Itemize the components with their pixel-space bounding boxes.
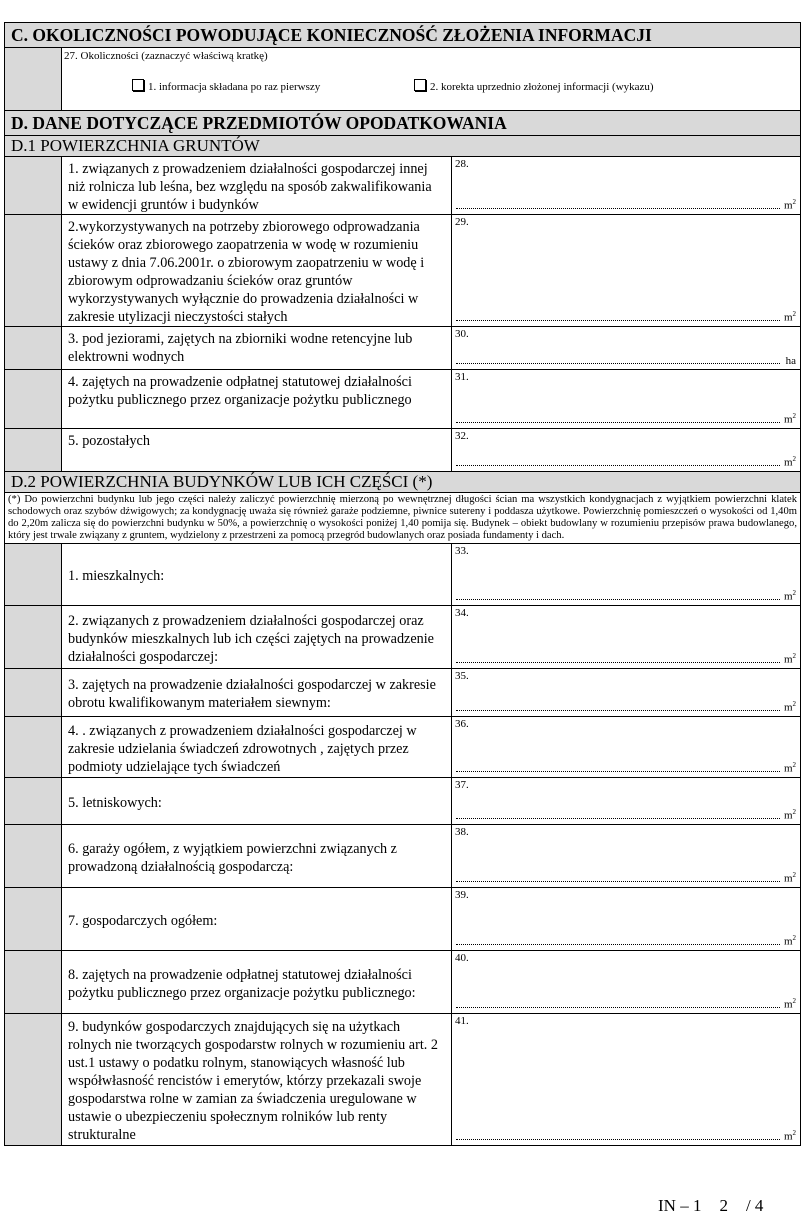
- unit-label: $m^2$: [783, 934, 796, 948]
- field-number: 29.: [455, 216, 469, 228]
- field-39[interactable]: [451, 888, 800, 950]
- d1-row-label: [61, 429, 451, 471]
- unit-label: ha: [785, 355, 796, 367]
- field-27-row: [5, 47, 800, 110]
- field-38[interactable]: [451, 825, 800, 887]
- d2-row-text: 4. . związanych z prowadzeniem działalności gospodarczej w zakresie udzielania świadczeń zdrowotnych , zajętych przez podmioty udzielające tych świadczeń: [68, 722, 417, 775]
- d2-row-text: 5. letniskowych:: [68, 794, 162, 811]
- d1-row: [5, 369, 800, 428]
- page-total: / 4: [745, 1196, 764, 1215]
- d2-row-text: 8. zajętych na prowadzenie odpłatnej statutowej działalności pożytku publicznego przez organizacje pożytku publicznego:: [68, 966, 416, 1001]
- d1-row-label: [61, 157, 451, 214]
- field-number: 36.: [455, 718, 469, 730]
- unit-label: $m^2$: [783, 761, 796, 775]
- section-d-title: D. DANE DOTYCZĄCE PRZEDMIOTÓW OPODATKOWANIA: [5, 110, 800, 135]
- d2-row: [5, 950, 800, 1013]
- field-28[interactable]: [451, 157, 800, 214]
- d1-row-text: 1. związanych z prowadzeniem działalności gospodarczej innej niż rolnicza lub leśna, bez względu na sposób zakwalifikowania w ewidencji gruntów i budynków: [68, 161, 432, 213]
- d1-row-label: [61, 370, 451, 428]
- field-number: 34.: [455, 607, 469, 619]
- field-32[interactable]: [451, 429, 800, 471]
- page-footer: [658, 1196, 763, 1216]
- page-number: 2: [719, 1196, 728, 1215]
- field-number: 40.: [455, 952, 469, 964]
- unit-label: $m^2$: [783, 455, 796, 469]
- d1-rows: [5, 156, 800, 471]
- entry-line[interactable]: [456, 662, 780, 663]
- d2-row: [5, 887, 800, 950]
- d1-row-label: [61, 327, 451, 369]
- field-35[interactable]: [451, 669, 800, 716]
- d1-row: [5, 326, 800, 369]
- field-number: 32.: [455, 430, 469, 442]
- unit-label: $m^2$: [783, 412, 796, 426]
- unit-label: $m^2$: [783, 871, 796, 885]
- entry-line[interactable]: [456, 422, 780, 423]
- d2-rows: [5, 543, 800, 1145]
- entry-line[interactable]: [456, 208, 780, 209]
- unit-label: $m^2$: [783, 198, 796, 212]
- field-31[interactable]: [451, 370, 800, 428]
- entry-line[interactable]: [456, 944, 780, 945]
- d2-row: [5, 605, 800, 668]
- entry-line[interactable]: [456, 771, 780, 772]
- d1-row-text: 5. pozostałych: [68, 433, 150, 449]
- d2-row-label: [61, 825, 451, 887]
- d2-row-label: [61, 544, 451, 605]
- field-33[interactable]: [451, 544, 800, 605]
- checkbox-icon[interactable]: [132, 79, 144, 91]
- d2-row-label: [61, 951, 451, 1013]
- d2-row-text: 3. zajętych na prowadzenie działalności gospodarczej w zakresie obrotu kwalifikowanym materiałem siewnym:: [68, 677, 436, 711]
- d2-row: [5, 543, 800, 605]
- field-number: 28.: [455, 158, 469, 170]
- entry-line[interactable]: [456, 1139, 780, 1140]
- field-29[interactable]: [451, 215, 800, 326]
- field-36[interactable]: [451, 717, 800, 777]
- d1-row-text: 2.wykorzystywanych na potrzeby zbiorowego odprowadzania ścieków oraz zbiorowego zaopatrzenia w wodę w rozumieniu ustawy z dnia 7.06.2001r. o zbiorowym zaopatrzeniu w wodę i zbiorowym odprowadzaniu ścieków oraz gruntów wykorzystywanych wyłącznie do prowadzenia działalności w zakresie utylizacji nieczystości stałych: [68, 219, 425, 325]
- d1-row: [5, 428, 800, 471]
- form-code: IN – 1: [658, 1196, 702, 1215]
- field-number: 33.: [455, 545, 469, 557]
- unit-label: $m^2$: [783, 997, 796, 1011]
- d2-row-label: [61, 778, 451, 824]
- d2-row-text: 9. budynków gospodarczych znajdujących się na użytkach rolnych nie tworzących gospodarstw rolnych w rozumieniu art. 2 ust.1 ustawy o podatku rolnym, stanowiących własność lub współwłasność rencistów i emerytów, którzy przekazali swoje gospodarstwa rolne w zamian za świadczenia uregulowane w ustawie o ubezpieczeniu społecznym rolników lub renty strukturalne: [68, 1019, 438, 1143]
- entry-line[interactable]: [456, 710, 780, 711]
- d2-row: [5, 777, 800, 824]
- field-27-label: 27. Okoliczności (zaznaczyć właściwą kratkę): [64, 50, 268, 62]
- d2-row: [5, 668, 800, 716]
- unit-label: $m^2$: [783, 652, 796, 666]
- section-d2-title: D.2 POWIERZCHNIA BUDYNKÓW LUB ICH CZĘŚCI (*): [5, 471, 800, 492]
- field-30[interactable]: [451, 327, 800, 369]
- field-34[interactable]: [451, 606, 800, 668]
- field-number: 38.: [455, 826, 469, 838]
- d2-row-label: [61, 1014, 451, 1145]
- field-number: 41.: [455, 1015, 469, 1027]
- entry-line[interactable]: [456, 818, 780, 819]
- field-number: 30.: [455, 328, 469, 340]
- d2-row: [5, 824, 800, 887]
- d2-row-text: 6. garaży ogółem, z wyjątkiem powierzchni związanych z prowadzoną działalnością gospodarczą:: [68, 840, 397, 875]
- unit-label: $m^2$: [783, 589, 796, 603]
- entry-line[interactable]: [456, 1007, 780, 1008]
- d1-row-text: 3. pod jeziorami, zajętych na zbiorniki wodne retencyjne lub elektrowni wodnych: [68, 331, 413, 365]
- entry-line[interactable]: [456, 465, 780, 466]
- field-number: 31.: [455, 371, 469, 383]
- d2-row-text: 7. gospodarczych ogółem:: [68, 912, 218, 929]
- d2-row-text: 2. związanych z prowadzeniem działalności gospodarczej oraz budynków mieszkalnych lub ich części zajętych na prowadzenie działalności gospodarczej:: [68, 612, 434, 665]
- d2-footnote: (*) Do powierzchni budynku lub jego części należy zaliczyć powierzchnię mierzoną po wewnętrznej długości ścian ma wszystkich kondygnacjach z wyjątkiem powierzchni klatek schodowych oraz szybów dźwigowych; za kondygnację uważa się również garaże podziemne, piwnice sutereny i poddasza użytkowe. Powierzchnię pomieszczeń o wysokości od 1,40m do 2,20m zalicza się do powierzchni budynku w 50%, a powierzchnię o wysokości poniżej 1,40 pomija się. Budynek – obiekt budowlany w rozumieniu przepisów prawa budowlanego, który jest trwale związany z gruntem, wydzielony z przestrzeni za pomocą przegród budowlanych oraz posiada fundamenty i dach.: [5, 492, 800, 543]
- d1-row-label: [61, 215, 451, 326]
- unit-label: $m^2$: [783, 808, 796, 822]
- section-d1-title: D.1 POWIERZCHNIA GRUNTÓW: [5, 135, 800, 156]
- entry-line[interactable]: [456, 599, 780, 600]
- d2-row-label: [61, 717, 451, 777]
- d2-row-label: [61, 669, 451, 716]
- d2-row: [5, 716, 800, 777]
- field-37[interactable]: [451, 778, 800, 824]
- entry-line[interactable]: [456, 363, 780, 364]
- entry-line[interactable]: [456, 881, 780, 882]
- d1-row-text: 4. zajętych na prowadzenie odpłatnej statutowej działalności pożytku publicznego przez organizacje pożytku publicznego: [68, 374, 412, 408]
- d2-row: [5, 1013, 800, 1145]
- checkbox-icon[interactable]: [414, 79, 426, 91]
- d1-row: [5, 214, 800, 326]
- option-first-time[interactable]: 1. informacja składana po raz pierwszy: [132, 79, 320, 93]
- field-40[interactable]: [451, 951, 800, 1013]
- unit-label: $m^2$: [783, 310, 796, 324]
- d2-row-label: [61, 606, 451, 668]
- unit-label: $m^2$: [783, 1129, 796, 1143]
- d2-row-label: [61, 888, 451, 950]
- field-41[interactable]: [451, 1014, 800, 1145]
- field-number: 35.: [455, 670, 469, 682]
- form-page: [4, 22, 801, 1146]
- section-c-title: C. OKOLICZNOŚCI POWODUJĄCE KONIECZNOŚĆ ZŁOŻENIA INFORMACJI: [5, 23, 800, 47]
- field-number: 39.: [455, 889, 469, 901]
- unit-label: $m^2$: [783, 700, 796, 714]
- d2-row-text: 1. mieszkalnych:: [68, 568, 165, 584]
- entry-line[interactable]: [456, 320, 780, 321]
- option-correction[interactable]: 2. korekta uprzednio złożonej informacji (wykazu): [414, 79, 654, 93]
- field-number: 37.: [455, 779, 469, 791]
- d1-row: [5, 156, 800, 214]
